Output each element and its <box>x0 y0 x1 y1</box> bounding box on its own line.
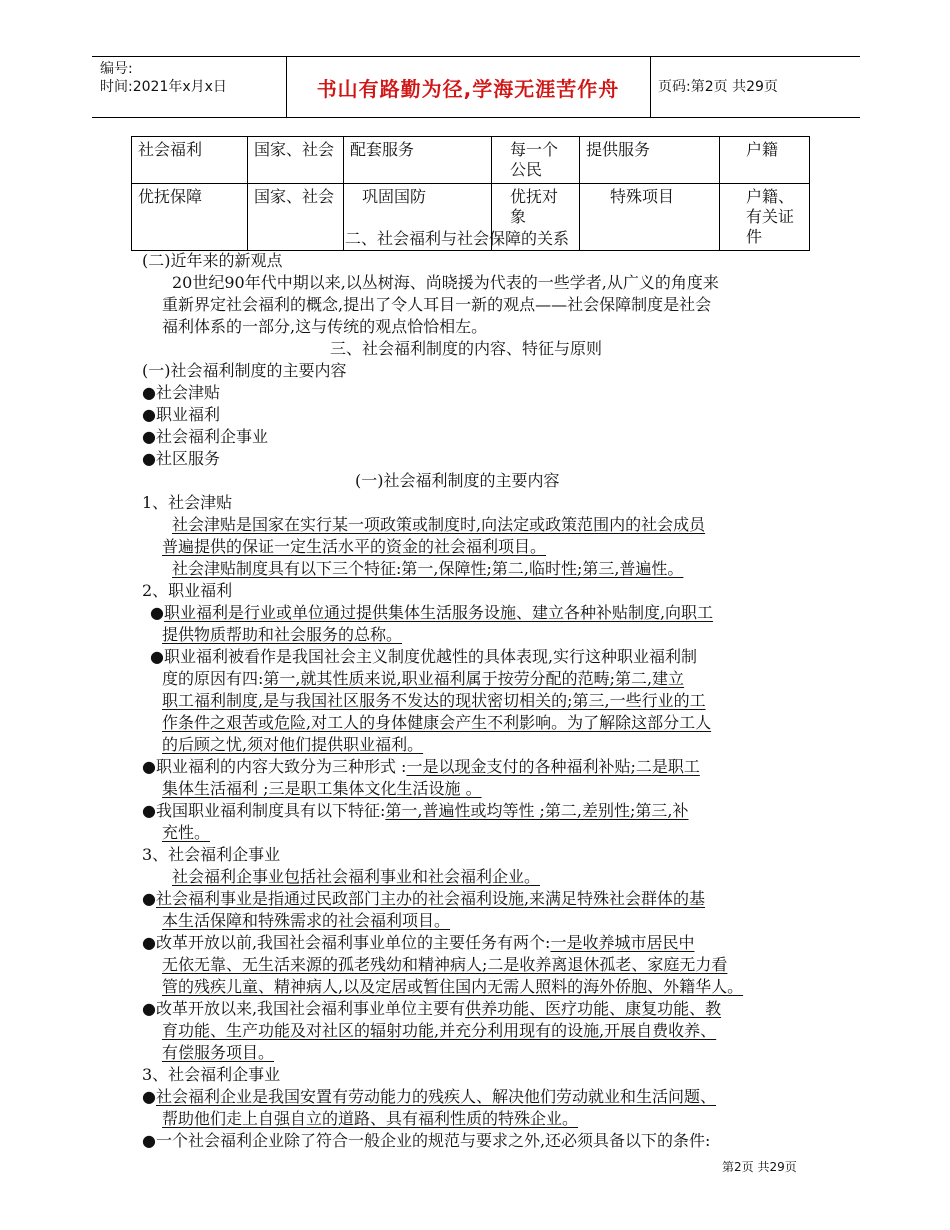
plain-text: ●职业福利的内容大致分为三种形式 : <box>142 757 407 776</box>
paragraph-line: 集体生活福利 ;三是职工集体文化生活设施 。 <box>162 779 482 798</box>
underlined-text: 一是以现金支付的各种福利补贴;二是职工 <box>406 757 700 776</box>
paragraph-line: 无依无靠、无生活来源的孤老残幼和精神病人;二是收养离退休孤老、家庭无力看 <box>162 955 728 974</box>
paragraph-line: 育功能、生产功能及对社区的辐射功能,并充分利用现有的设施,开展自费收养、 <box>162 1021 717 1040</box>
table-cell: 社会福利 <box>132 137 248 184</box>
underlined-text: 一是收养城市居民中 <box>550 933 695 952</box>
subheading: (一)社会福利制度的主要内容 <box>142 361 347 380</box>
paragraph-line <box>162 668 684 690</box>
underlined-text: 职业福利是行业或单位通过提供集体生活服务设施、建立各种补贴制度,向职工 <box>163 603 714 622</box>
table-cell: 优抚保障 <box>132 184 248 251</box>
header-meta <box>100 60 227 96</box>
paragraph-line: 充性。 <box>162 823 211 842</box>
paragraph-line <box>142 932 694 954</box>
paragraph-line: 职工福利制度,是与我国社区服务不发达的现状密切相关的;第三,一些行业的工 <box>162 691 706 710</box>
header-motto: 书山有路勤为径,学海无涯苦作舟 <box>316 77 620 101</box>
paragraph-line: 提供物质帮助和社会服务的总称。 <box>162 625 403 644</box>
numbered-heading: 3、社会福利企事业 <box>142 845 281 864</box>
paragraph-line <box>142 888 705 910</box>
table-cell: 巩固国防 <box>344 184 492 251</box>
paragraph-line: 福利体系的一部分,这与传统的观点恰恰相左。 <box>162 317 488 336</box>
paragraph-line <box>142 756 700 778</box>
numbered-heading: 2、职业福利 <box>142 581 233 600</box>
header-page-number: 页码:第2页 共29页 <box>658 79 778 95</box>
section-heading: 二、社会福利与社会保障的关系 <box>345 229 570 248</box>
list-item: ●社会福利企事业 <box>142 427 268 446</box>
paragraph-line <box>142 998 721 1020</box>
numbered-heading: 1、社会津贴 <box>142 493 233 512</box>
paragraph-line: ●一个社会福利企业除了符合一般企业的规范与要求之外,还必须具备以下的条件: <box>142 1131 711 1150</box>
plain-text: ●改革开放以前,我国社会福利事业单位的主要任务有两个: <box>142 933 551 952</box>
paragraph-line: 重新界定社会福利的概念,提出了令人耳目一新的观点——社会保障制度是社会 <box>162 295 712 314</box>
list-item: ●社区服务 <box>142 449 220 468</box>
paragraph-line <box>142 1086 716 1108</box>
underlined-text: 社会福利事业是指通过民政部门主办的社会福利设施,来满足特殊社会群体的基 <box>155 889 706 908</box>
paragraph-line: 帮助他们走上自强自立的道路、具有福利性质的特殊企业。 <box>162 1109 579 1128</box>
paragraph-line: 的后顾之忧,须对他们提供职业福利。 <box>162 735 424 754</box>
table-row <box>132 137 810 184</box>
header-bottom-rule <box>92 117 860 118</box>
list-item: ●社会津贴 <box>142 383 220 402</box>
table-cell: 国家、社会 <box>248 137 344 184</box>
bullet: ● <box>150 603 164 622</box>
header-top-rule <box>92 56 860 57</box>
subheading: (一)社会福利制度的主要内容 <box>355 471 560 490</box>
table-cell: 配套服务 <box>344 137 492 184</box>
table-cell: 户籍 <box>720 137 810 184</box>
paragraph-line: 普遍提供的保证一定生活水平的资金的社会福利项目。 <box>162 537 547 556</box>
underlined-text: 第一,就其性质来说,职业福利属于按劳分配的范畴;第二,建立 <box>263 669 685 688</box>
doc-code-label: 编号: <box>100 61 133 77</box>
table-cell: 优抚对象 <box>492 184 580 251</box>
doc-time-label: 时间:2021年x月x日 <box>100 79 227 95</box>
paragraph-line: 社会津贴制度具有以下三个特征:第一,保障性;第二,临时性;第三,普遍性。 <box>172 559 684 578</box>
plain-text: ●改革开放以来,我国社会福利事业单位主要有 <box>142 999 466 1018</box>
bullet: ● <box>142 1087 156 1106</box>
paragraph-line: 有偿服务项目。 <box>162 1043 275 1062</box>
plain-text: 度的原因有四: <box>162 669 264 688</box>
bullet: ● <box>142 889 156 908</box>
paragraph-line: 20世纪90年代中期以来,以丛树海、尚晓援为代表的一些学者,从广义的角度来 <box>172 273 719 292</box>
paragraph-line: ●职业福利被看作是我国社会主义制度优越性的具体表现,实行这种职业福利制 <box>150 647 698 666</box>
table-cell: 户籍、有关证件 <box>720 184 810 251</box>
table-cell: 特殊项目 <box>580 184 720 251</box>
paragraph-line <box>150 602 713 624</box>
section-heading: 三、社会福利制度的内容、特征与原则 <box>330 339 603 358</box>
paragraph-line: 社会津贴是国家在实行某一项政策或制度时,向法定或政策范围内的社会成员 <box>172 515 706 534</box>
paragraph-line: 管的残疾儿童、精神病人,以及定居或暂住国内无需人照料的海外侨胞、外籍华人。 <box>162 977 744 996</box>
paragraph-line: 社会福利企事业包括社会福利事业和社会福利企业。 <box>172 867 541 886</box>
numbered-heading: 3、社会福利企事业 <box>142 1065 281 1084</box>
underlined-text: 第一,普遍性或均等性 ;第二,差别性;第三,补 <box>385 801 689 820</box>
table-cell: 国家、社会 <box>248 184 344 251</box>
table-cell: 提供服务 <box>580 137 720 184</box>
list-item: ●职业福利 <box>142 405 220 424</box>
plain-text: ●我国职业福利制度具有以下特征: <box>142 801 386 820</box>
underlined-text: 供养功能、医疗功能、康复功能、教 <box>465 999 722 1018</box>
paragraph-line: 作条件之艰苦或危险,对工人的身体健康会产生不利影响。为了解除这部分工人 <box>162 713 712 732</box>
footer-page-number: 第2页 共29页 <box>722 1160 797 1174</box>
paragraph-line <box>142 800 689 822</box>
paragraph-line: 本生活保障和特殊需求的社会福利项目。 <box>162 911 451 930</box>
subheading: (二)近年来的新观点 <box>142 251 283 270</box>
header-divider <box>650 56 651 117</box>
underlined-text: 社会福利企业是我国安置有劳动能力的残疾人、解决他们劳动就业和生活问题、 <box>155 1087 716 1106</box>
table-cell: 每一个公民 <box>492 137 580 184</box>
